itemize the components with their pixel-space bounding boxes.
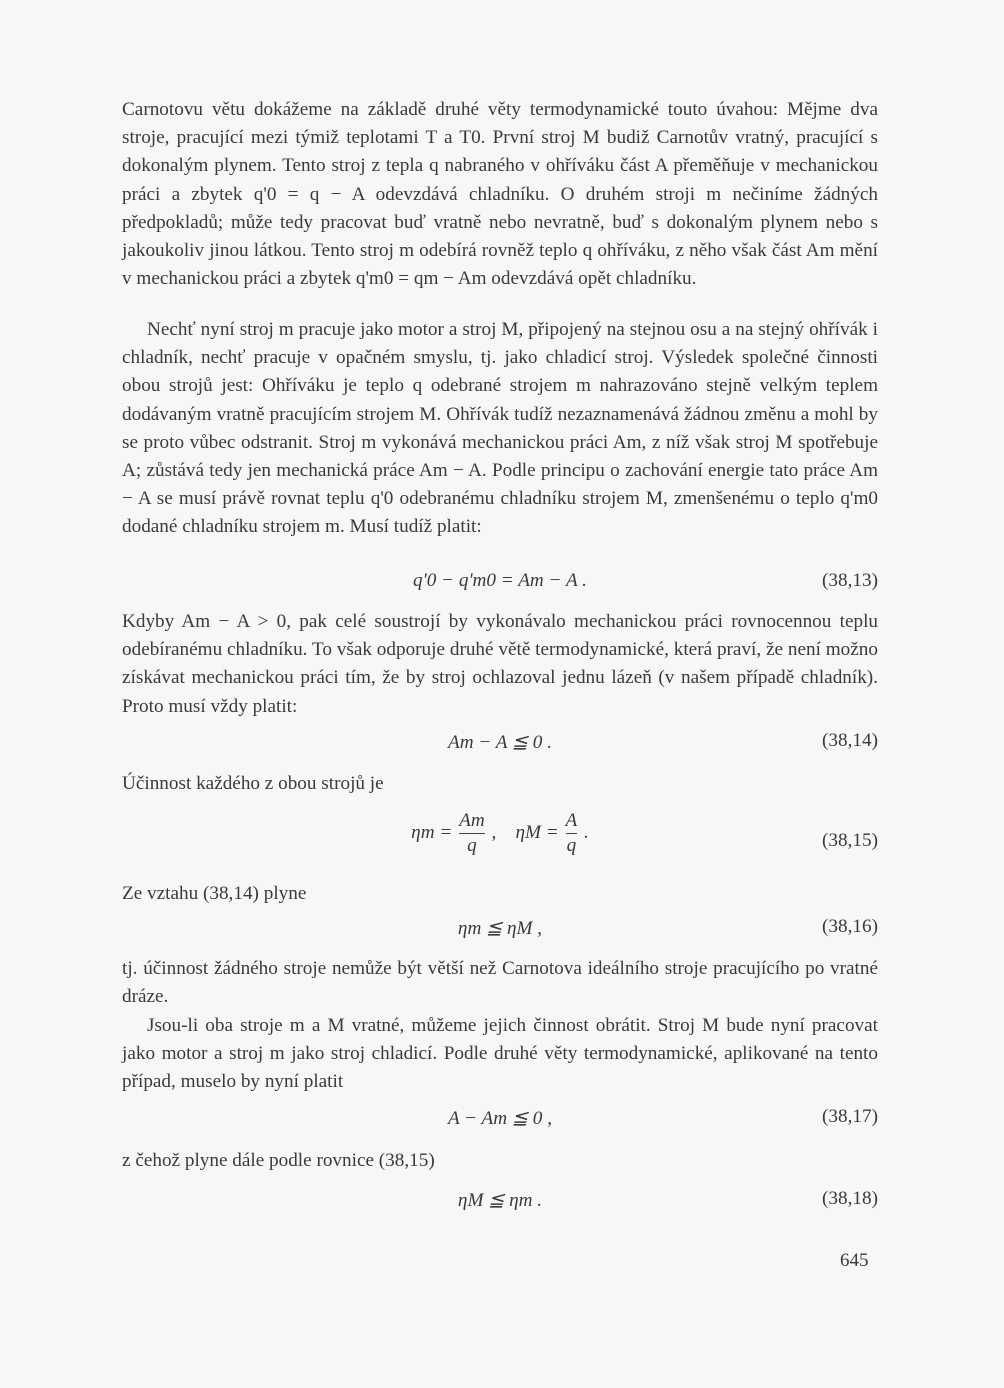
equation-38-13-body: q'0 − q'm0 = Am − A .	[413, 570, 587, 591]
fraction-bar	[566, 833, 578, 834]
paragraph-it-follows: z čehož plyne dále podle rovnice (38,15)	[122, 1150, 435, 1171]
equation-38-13-number: (38,13)	[822, 570, 878, 591]
equation-38-18-body: ηM ≦ ηm .	[457, 1190, 543, 1211]
eta-M-lhs: ηM =	[515, 821, 559, 843]
paragraph-reversible: Jsou-li oba stroje m a M vratné, můžeme jejich činnost obrátit. Stroj M bude nyní pracovat jako motor a stroj m jako stroj chladicí. Podle druhé věty termodynamické, aplikované na tento případ, muselo by nyní platit	[122, 1015, 878, 1093]
fraction-numerator: A	[565, 810, 578, 831]
equation-38-13	[122, 570, 878, 602]
fraction-bar	[459, 833, 485, 834]
equation-38-15-number: (38,15)	[822, 830, 878, 851]
equation-38-14-number: (38,14)	[822, 730, 878, 751]
equation-38-16	[122, 916, 878, 948]
equation-38-17	[122, 1106, 878, 1138]
equation-38-14-body: Am − A ≦ 0 .	[447, 732, 552, 753]
paragraph-machines-coupled: Nechť nyní stroj m pracuje jako motor a stroj M, připojený na stejnou osu a na stejný ohřívák i chladník, nechť pracuje v opačném smyslu, tj. jako chladicí stroj. Výsledek společné činnosti obou strojů jest: Ohříváku je teplo q odebrané strojem m nahrazováno stejně velkým teplem dodávaným vratně pracujícím strojem M. Ohřívák tudíž nezaznamenává žádnou změnu a mohl by se proto vůbec odstranit. Stroj m vykonává mechanickou práci Am, z níž však stroj M spotřebuje A; zůstává tedy jen mechanická práce Am − A. Podle principu o zachování energie tato práce Am − A se musí právě rovnat teplu q'0 odebranému chladníku strojem M, zmenšenému o teplo q'm0 dodané chladníku strojem m. Musí tudíž platit:	[122, 319, 878, 538]
equation-38-14	[122, 730, 878, 762]
fraction-am-over-q	[459, 810, 485, 857]
paragraph-from-relation: Ze vztahu (38,14) plyne	[122, 883, 307, 904]
fraction-denominator: q	[467, 835, 477, 856]
equation-separator: ,	[491, 821, 497, 843]
equation-38-17-body: A − Am ≦ 0 ,	[447, 1108, 552, 1129]
equation-38-15-body	[122, 810, 878, 857]
equation-38-18-number: (38,18)	[822, 1188, 878, 1209]
eta-m-lhs: ηm =	[411, 821, 453, 843]
equation-38-18	[122, 1188, 878, 1220]
equation-38-17-number: (38,17)	[822, 1106, 878, 1127]
paragraph-conclusion: tj. účinnost žádného stroje nemůže být větší než Carnotova ideálního stroje pracujícího po vratné dráze.	[122, 958, 878, 1008]
fraction-numerator: Am	[459, 810, 485, 831]
paragraph-second-law: Kdyby Am − A > 0, pak celé soustrojí by vykonávalo mechanickou práci rovnocennou teplu odebíranému chladníku. To však odporuje druhé větě termodynamické, která praví, že není možno získávat mechanickou práci tím, že by stroj ochlazoval jednu lázeň (v našem případě chladník). Proto musí vždy platit:	[122, 611, 878, 717]
equation-38-16-body: ηm ≦ ηM ,	[457, 918, 543, 939]
paragraph-carnot-intro: Carnotovu větu dokážeme na základě druhé věty termodynamické touto úvahou: Mějme dva stroje, pracující mezi týmiž teplotami T a T0. První stroj M budiž Carnotův vratný, pracující s dokonalým plynem. Tento stroj z tepla q nabraného v ohříváku část A přeměňuje v mechanickou práci a zbytek q'0 = q − A odevzdává chladníku. O druhém stroji m nečiníme žádných předpokladů; může tedy pracovat buď vratně nebo nevratně, buď s dokonalým plynem nebo s jakoukoliv jinou látkou. Tento stroj m odebírá rovněž teplo q ohříváku, z něho však část Am mění v mechanickou práci a zbytek q'm0 = qm − Am odevzdává opět chladníku.	[122, 99, 878, 290]
equation-38-16-number: (38,16)	[822, 916, 878, 937]
paragraph-efficiency: Účinnost každého z obou strojů je	[122, 773, 384, 794]
equation-end: .	[584, 821, 589, 843]
page-number: 645	[840, 1250, 869, 1271]
fraction-a-over-q	[566, 810, 578, 857]
fraction-denominator: q	[566, 835, 577, 856]
equation-38-15	[122, 810, 878, 874]
